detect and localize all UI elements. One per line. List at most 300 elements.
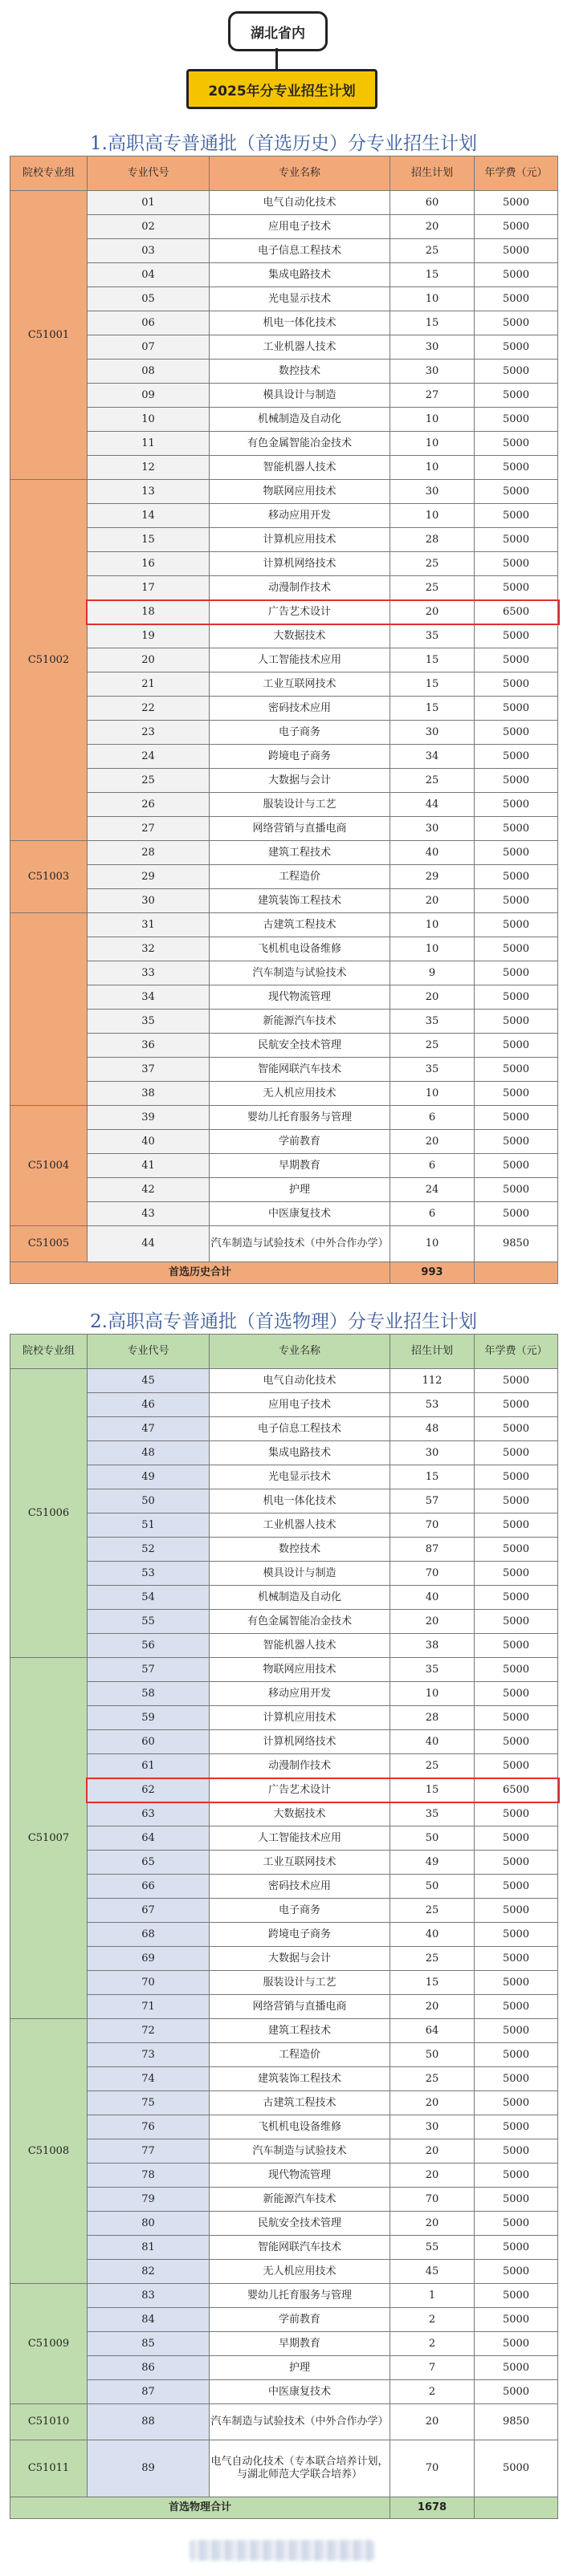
tuition-cell: 5000: [475, 745, 558, 769]
plan-count-cell: 55: [390, 2236, 475, 2260]
major-name-cell: 模具设计与制造: [210, 1562, 390, 1586]
table-row: [10, 1369, 558, 1393]
table-row: [10, 2440, 558, 2497]
major-code-cell: 70: [88, 1971, 210, 1995]
major-code-cell: 57: [88, 1658, 210, 1682]
major-code-cell: 84: [88, 2308, 210, 2332]
major-name-cell: 工业互联网技术: [210, 672, 390, 697]
plan-count-cell: 40: [390, 1586, 475, 1610]
table-row: [10, 384, 558, 408]
table-row: [10, 2380, 558, 2404]
major-name-cell: 现代物流管理: [210, 985, 390, 1010]
tuition-cell: 5000: [475, 1634, 558, 1658]
plan-count-cell: 10: [390, 432, 475, 456]
tuition-cell: 5000: [475, 2260, 558, 2284]
major-name-cell: 古建筑工程技术: [210, 2091, 390, 2115]
plan-count-cell: 50: [390, 1826, 475, 1851]
tuition-cell: 5000: [475, 1441, 558, 1465]
header-code: 专业代号: [88, 1335, 210, 1369]
plan-count-cell: 15: [390, 263, 475, 287]
group-code-cell: C51008: [10, 2019, 88, 2284]
table-row: [10, 335, 558, 360]
major-code-cell: 40: [88, 1130, 210, 1154]
tuition-cell: 5000: [475, 624, 558, 648]
major-name-cell: 机械制造及自动化: [210, 408, 390, 432]
major-name-cell: 汽车制造与试验技术: [210, 2139, 390, 2164]
major-code-cell: 06: [88, 311, 210, 335]
major-code-cell: 86: [88, 2356, 210, 2380]
major-name-cell: 民航安全技术管理: [210, 2212, 390, 2236]
major-name-cell: 民航安全技术管理: [210, 1034, 390, 1058]
major-code-cell: 46: [88, 1393, 210, 1417]
major-code-cell: 04: [88, 263, 210, 287]
total-value: 1678: [390, 2497, 475, 2519]
table-row: [10, 841, 558, 865]
table-row: [10, 1947, 558, 1971]
major-name-cell: 大数据技术: [210, 624, 390, 648]
major-code-cell: 32: [88, 937, 210, 961]
major-name-cell: 大数据技术: [210, 1802, 390, 1826]
header-name: 专业名称: [210, 1335, 390, 1369]
tuition-cell: 5000: [475, 2115, 558, 2139]
plan-count-cell: 30: [390, 817, 475, 841]
tuition-cell: 5000: [475, 384, 558, 408]
plan-count-cell: 25: [390, 2067, 475, 2091]
section1-title: 1.高职高专普通批（首选历史）分专业招生计划: [90, 133, 477, 154]
plan-count-cell: 35: [390, 624, 475, 648]
major-code-cell: 30: [88, 889, 210, 913]
table-row: [10, 793, 558, 817]
table-row: [10, 2260, 558, 2284]
plan-count-cell: 87: [390, 1538, 475, 1562]
table-row: [10, 2356, 558, 2380]
major-name-cell: 移动应用开发: [210, 504, 390, 528]
plan-count-cell: 20: [390, 2212, 475, 2236]
tuition-cell: 5000: [475, 2019, 558, 2043]
plan-count-cell: 15: [390, 1465, 475, 1489]
tuition-cell: 5000: [475, 2308, 558, 2332]
plan-count-cell: 2: [390, 2332, 475, 2356]
table-row: [10, 1754, 558, 1778]
tuition-cell: 5000: [475, 1658, 558, 1682]
major-code-cell: 85: [88, 2332, 210, 2356]
tuition-cell: 5000: [475, 335, 558, 360]
header-plan: 招生计划: [390, 1335, 475, 1369]
tuition-cell: 9850: [475, 2404, 558, 2440]
major-code-cell: 64: [88, 1826, 210, 1851]
tuition-cell: 5000: [475, 2043, 558, 2067]
major-code-cell: 20: [88, 648, 210, 672]
major-name-cell: 智能机器人技术: [210, 1634, 390, 1658]
plan-count-cell: 2: [390, 2380, 475, 2404]
major-name-cell: 大数据与会计: [210, 1947, 390, 1971]
plan-count-cell: 48: [390, 1417, 475, 1441]
group-code-cell: C51005: [10, 1226, 88, 1262]
table-row: [10, 2188, 558, 2212]
major-code-cell: 03: [88, 239, 210, 263]
table-row: [10, 1010, 558, 1034]
major-code-cell: 44: [88, 1226, 210, 1262]
plan-count-cell: 10: [390, 1682, 475, 1706]
major-code-cell: 34: [88, 985, 210, 1010]
table-row: [10, 215, 558, 239]
table-row: [10, 1514, 558, 1538]
major-name-cell: 智能网联汽车技术: [210, 1058, 390, 1082]
plan-count-cell: 6: [390, 1154, 475, 1178]
tuition-cell: 5000: [475, 480, 558, 504]
tuition-cell: 5000: [475, 191, 558, 215]
tuition-cell: 5000: [475, 1154, 558, 1178]
major-name-cell: 广告艺术设计: [210, 1778, 390, 1802]
plan-count-cell: 24: [390, 1178, 475, 1202]
major-name-cell: 无人机应用技术: [210, 1082, 390, 1106]
major-name-cell: 应用电子技术: [210, 1393, 390, 1417]
plan-count-cell: 27: [390, 384, 475, 408]
major-name-cell: 电气自动化技术（专本联合培养计划，与湖北师范大学联合培养）: [210, 2440, 390, 2497]
plan-count-cell: 35: [390, 1010, 475, 1034]
major-name-cell: 工业机器人技术: [210, 335, 390, 360]
tuition-cell: 5000: [475, 552, 558, 576]
major-name-cell: 动漫制作技术: [210, 1754, 390, 1778]
plan-count-cell: 35: [390, 1058, 475, 1082]
plan-count-cell: 50: [390, 1875, 475, 1899]
group-code-cell: C51004: [10, 1106, 88, 1226]
major-name-cell: 古建筑工程技术: [210, 913, 390, 937]
tuition-cell: 5000: [475, 697, 558, 721]
tuition-cell: 5000: [475, 504, 558, 528]
major-name-cell: 学前教育: [210, 2308, 390, 2332]
table-row: [10, 1778, 558, 1802]
major-name-cell: 跨境电子商务: [210, 1923, 390, 1947]
major-code-cell: 42: [88, 1178, 210, 1202]
tuition-cell: 5000: [475, 1465, 558, 1489]
plan-count-cell: 53: [390, 1393, 475, 1417]
major-code-cell: 54: [88, 1586, 210, 1610]
plan-count-cell: 28: [390, 528, 475, 552]
tuition-cell: 5000: [475, 1562, 558, 1586]
table-row: [10, 1971, 558, 1995]
tuition-cell: 5000: [475, 2284, 558, 2308]
major-name-cell: 跨境电子商务: [210, 745, 390, 769]
plan-count-cell: 6: [390, 1106, 475, 1130]
plan-count-cell: 30: [390, 1441, 475, 1465]
tuition-cell: 5000: [475, 672, 558, 697]
major-code-cell: 11: [88, 432, 210, 456]
major-code-cell: 73: [88, 2043, 210, 2067]
major-name-cell: 服装设计与工艺: [210, 1971, 390, 1995]
table-row: [10, 2043, 558, 2067]
tuition-cell: 5000: [475, 287, 558, 311]
major-code-cell: 88: [88, 2404, 210, 2440]
major-code-cell: 26: [88, 793, 210, 817]
major-code-cell: 02: [88, 215, 210, 239]
major-code-cell: 47: [88, 1417, 210, 1441]
table-row: [10, 600, 558, 624]
plan-count-cell: 60: [390, 191, 475, 215]
plan-count-cell: 15: [390, 672, 475, 697]
tuition-cell: 5000: [475, 456, 558, 480]
tuition-cell: 5000: [475, 1923, 558, 1947]
table-row: [10, 913, 558, 937]
tuition-cell: 5000: [475, 2139, 558, 2164]
plan-count-cell: 20: [390, 1610, 475, 1634]
plan-count-cell: 10: [390, 1226, 475, 1262]
table-row: [10, 287, 558, 311]
table-row: [10, 1058, 558, 1082]
main-title: 2025年分专业招生计划: [186, 69, 377, 109]
major-name-cell: 大数据与会计: [210, 769, 390, 793]
major-code-cell: 27: [88, 817, 210, 841]
plan-count-cell: 20: [390, 600, 475, 624]
table-row: [10, 480, 558, 504]
plan-count-cell: 10: [390, 937, 475, 961]
major-code-cell: 69: [88, 1947, 210, 1971]
major-code-cell: 21: [88, 672, 210, 697]
plan-count-cell: 30: [390, 360, 475, 384]
plan-count-cell: 112: [390, 1369, 475, 1393]
major-code-cell: 55: [88, 1610, 210, 1634]
major-name-cell: 建筑装饰工程技术: [210, 2067, 390, 2091]
tuition-cell: 5000: [475, 2236, 558, 2260]
total-row: [10, 1262, 558, 1284]
major-code-cell: 10: [88, 408, 210, 432]
table-row: [10, 1586, 558, 1610]
major-name-cell: 数控技术: [210, 1538, 390, 1562]
header-plan: 招生计划: [390, 156, 475, 191]
table-row: [10, 985, 558, 1010]
major-code-cell: 62: [88, 1778, 210, 1802]
table-row: [10, 1802, 558, 1826]
major-name-cell: 广告艺术设计: [210, 600, 390, 624]
table-row: [10, 1465, 558, 1489]
major-code-cell: 01: [88, 191, 210, 215]
plan-count-cell: 70: [390, 1562, 475, 1586]
major-code-cell: 23: [88, 721, 210, 745]
major-code-cell: 25: [88, 769, 210, 793]
major-name-cell: 模具设计与制造: [210, 384, 390, 408]
plan-count-cell: 45: [390, 2260, 475, 2284]
major-name-cell: 有色金属智能冶金技术: [210, 1610, 390, 1634]
major-code-cell: 83: [88, 2284, 210, 2308]
tuition-cell: 5000: [475, 1802, 558, 1826]
tuition-cell: 5000: [475, 1034, 558, 1058]
table-row: [10, 1995, 558, 2019]
major-code-cell: 78: [88, 2164, 210, 2188]
tuition-cell: 5000: [475, 841, 558, 865]
tuition-cell: 5000: [475, 311, 558, 335]
tuition-cell: 5000: [475, 817, 558, 841]
plan-count-cell: 57: [390, 1489, 475, 1514]
tuition-cell: 5000: [475, 985, 558, 1010]
major-name-cell: 电子商务: [210, 721, 390, 745]
major-name-cell: 服装设计与工艺: [210, 793, 390, 817]
major-code-cell: 66: [88, 1875, 210, 1899]
group-code-cell: C51009: [10, 2284, 88, 2404]
table-row: [10, 2019, 558, 2043]
header-name: 专业名称: [210, 156, 390, 191]
history-plan-table: [10, 156, 558, 1284]
plan-count-cell: 30: [390, 721, 475, 745]
major-name-cell: 计算机网络技术: [210, 1730, 390, 1754]
table-row: [10, 1538, 558, 1562]
tuition-cell: 5000: [475, 215, 558, 239]
major-name-cell: 机电一体化技术: [210, 311, 390, 335]
table-row: [10, 528, 558, 552]
plan-count-cell: 50: [390, 2043, 475, 2067]
major-name-cell: 电子信息工程技术: [210, 1417, 390, 1441]
tuition-cell: 5000: [475, 528, 558, 552]
tuition-cell: 5000: [475, 648, 558, 672]
tuition-cell: 5000: [475, 961, 558, 985]
table-row: [10, 1417, 558, 1441]
major-name-cell: 智能网联汽车技术: [210, 2236, 390, 2260]
major-code-cell: 22: [88, 697, 210, 721]
tuition-cell: 5000: [475, 1971, 558, 1995]
table-row: [10, 1130, 558, 1154]
plan-count-cell: 2: [390, 2308, 475, 2332]
plan-count-cell: 70: [390, 1514, 475, 1538]
major-code-cell: 67: [88, 1899, 210, 1923]
tuition-cell: 5000: [475, 937, 558, 961]
plan-count-cell: 10: [390, 1082, 475, 1106]
table-row: [10, 1682, 558, 1706]
major-name-cell: 应用电子技术: [210, 215, 390, 239]
major-name-cell: 护理: [210, 2356, 390, 2380]
blurred-watermark: [190, 2540, 374, 2561]
plan-count-cell: 20: [390, 2404, 475, 2440]
major-code-cell: 48: [88, 1441, 210, 1465]
group-code-cell: C51010: [10, 2404, 88, 2440]
major-code-cell: 79: [88, 2188, 210, 2212]
major-name-cell: 汽车制造与试验技术: [210, 961, 390, 985]
major-name-cell: 中医康复技术: [210, 2380, 390, 2404]
table-row: [10, 576, 558, 600]
tuition-cell: 5000: [475, 1010, 558, 1034]
major-name-cell: 早期教育: [210, 2332, 390, 2356]
table-row: [10, 769, 558, 793]
tuition-cell: 5000: [475, 769, 558, 793]
plan-count-cell: 20: [390, 1995, 475, 2019]
tuition-cell: 5000: [475, 1947, 558, 1971]
plan-count-cell: 20: [390, 215, 475, 239]
major-name-cell: 工业互联网技术: [210, 1851, 390, 1875]
major-name-cell: 建筑工程技术: [210, 2019, 390, 2043]
major-name-cell: 汽车制造与试验技术（中外合作办学）: [210, 1226, 390, 1262]
table-row: [10, 263, 558, 287]
major-code-cell: 05: [88, 287, 210, 311]
major-name-cell: 网络营销与直播电商: [210, 1995, 390, 2019]
plan-count-cell: 28: [390, 1706, 475, 1730]
major-name-cell: 动漫制作技术: [210, 576, 390, 600]
table-row: [10, 1489, 558, 1514]
table-row: [10, 648, 558, 672]
table-row: [10, 672, 558, 697]
major-name-cell: 有色金属智能冶金技术: [210, 432, 390, 456]
plan-count-cell: 10: [390, 408, 475, 432]
major-name-cell: 电子信息工程技术: [210, 239, 390, 263]
tuition-cell: 6500: [475, 1778, 558, 1802]
plan-count-cell: 15: [390, 1778, 475, 1802]
table-row: [10, 961, 558, 985]
tuition-cell: 5000: [475, 1417, 558, 1441]
tuition-cell: 5000: [475, 1995, 558, 2019]
major-name-cell: 数控技术: [210, 360, 390, 384]
major-code-cell: 24: [88, 745, 210, 769]
total-empty: [475, 1262, 558, 1284]
tuition-cell: 5000: [475, 1082, 558, 1106]
plan-count-cell: 20: [390, 889, 475, 913]
table-row: [10, 552, 558, 576]
tuition-cell: 5000: [475, 2212, 558, 2236]
group-code-cell: C51003: [10, 841, 88, 913]
tuition-cell: 5000: [475, 2188, 558, 2212]
plan-count-cell: 25: [390, 1947, 475, 1971]
plan-count-cell: 25: [390, 1754, 475, 1778]
major-name-cell: 计算机网络技术: [210, 552, 390, 576]
table-row: [10, 1154, 558, 1178]
plan-count-cell: 25: [390, 576, 475, 600]
header-code: 专业代号: [88, 156, 210, 191]
major-name-cell: 人工智能技术应用: [210, 648, 390, 672]
plan-count-cell: 44: [390, 793, 475, 817]
table-row: [10, 1658, 558, 1682]
plan-count-cell: 25: [390, 1899, 475, 1923]
table-row: [10, 624, 558, 648]
table-row: [10, 2404, 558, 2440]
tuition-cell: 5000: [475, 1393, 558, 1417]
group-code-cell: [10, 913, 88, 1106]
plan-count-cell: 30: [390, 480, 475, 504]
table-row: [10, 889, 558, 913]
plan-count-cell: 29: [390, 865, 475, 889]
major-code-cell: 68: [88, 1923, 210, 1947]
tuition-cell: 9850: [475, 1226, 558, 1262]
major-code-cell: 43: [88, 1202, 210, 1226]
tuition-cell: 5000: [475, 721, 558, 745]
header-group: 院校专业组: [10, 156, 88, 191]
major-name-cell: 现代物流管理: [210, 2164, 390, 2188]
table-row: [10, 1034, 558, 1058]
major-code-cell: 63: [88, 1802, 210, 1826]
tuition-cell: 5000: [475, 408, 558, 432]
section2-title: 2.高职高专普通批（首选物理）分专业招生计划: [90, 1311, 477, 1332]
plan-count-cell: 40: [390, 841, 475, 865]
plan-count-cell: 6: [390, 1202, 475, 1226]
major-name-cell: 婴幼儿托育服务与管理: [210, 1106, 390, 1130]
plan-count-cell: 70: [390, 2188, 475, 2212]
major-code-cell: 38: [88, 1082, 210, 1106]
plan-count-cell: 20: [390, 2091, 475, 2115]
tuition-cell: 5000: [475, 1489, 558, 1514]
table-row: [10, 2091, 558, 2115]
plan-count-cell: 10: [390, 456, 475, 480]
major-name-cell: 集成电路技术: [210, 263, 390, 287]
table-row: [10, 2308, 558, 2332]
table-row: [10, 239, 558, 263]
major-name-cell: 建筑装饰工程技术: [210, 889, 390, 913]
major-code-cell: 80: [88, 2212, 210, 2236]
major-name-cell: 无人机应用技术: [210, 2260, 390, 2284]
tuition-cell: 5000: [475, 432, 558, 456]
tuition-cell: 5000: [475, 1851, 558, 1875]
table-row: [10, 937, 558, 961]
group-code-cell: C51002: [10, 480, 88, 841]
total-empty: [475, 2497, 558, 2519]
physics-plan-table: [10, 1334, 558, 2519]
plan-count-cell: 20: [390, 985, 475, 1010]
table-row: [10, 504, 558, 528]
major-code-cell: 82: [88, 2260, 210, 2284]
